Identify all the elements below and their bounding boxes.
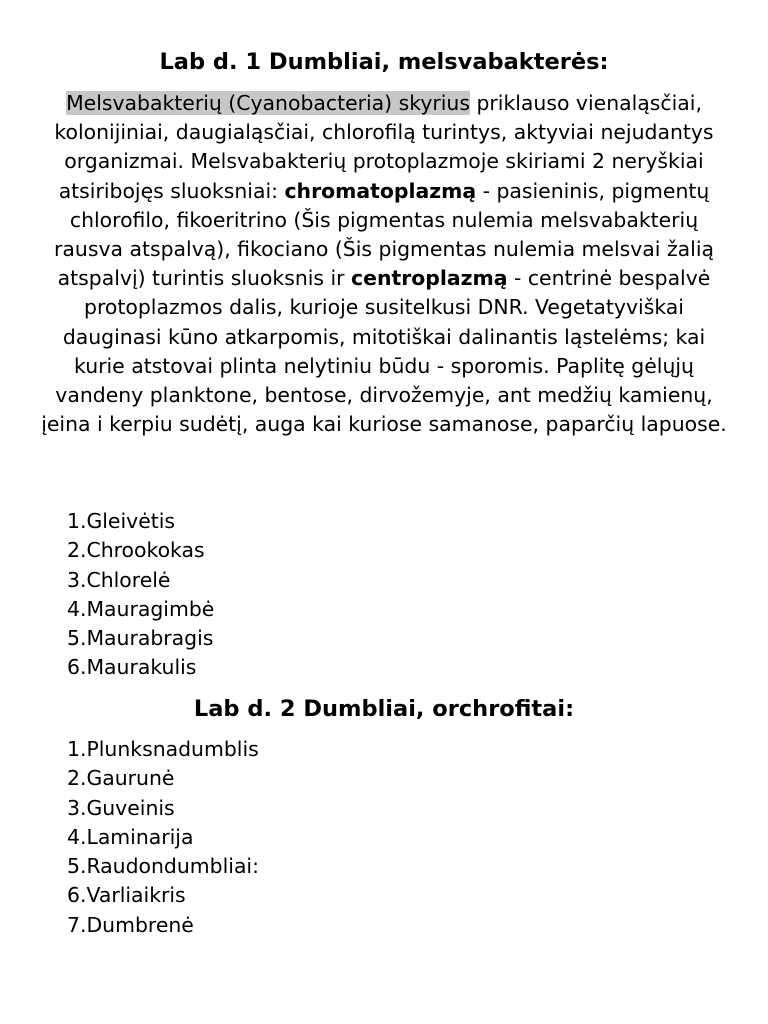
section1-list (67, 507, 214, 683)
section1-title: Lab d. 1 Dumbliai, melsvabakterės: (159, 49, 609, 75)
bold-term-centroplazma: centroplazmą (351, 266, 508, 291)
section1-paragraph (36, 89, 732, 439)
section2-list (67, 735, 259, 940)
list-item: 3.Guveinis (67, 795, 175, 820)
paragraph-text-2: - pasieninis, pigmentų chlorofilo, fikoeritrino (Šis pigmentas nulemia melsvabakterių rausva atspalvą), fikociano (Šis pigmentas nulemia melsvai žalią atspalvį) turintis sluoksnis ir (54, 178, 714, 291)
list-item: 5.Raudondumbliai: (67, 854, 259, 879)
list-item: 2.Gaurunė (67, 766, 175, 791)
list-item: 2.Chrookokas (67, 538, 205, 563)
list-item: 1.Gleivėtis (67, 509, 176, 533)
list-item: 6.Maurakulis (67, 655, 197, 680)
list-item: 5.Maurabragis (67, 626, 214, 651)
list-item: 3.Chlorelė (67, 567, 171, 592)
paragraph-text-1: priklauso vienaląsčiai, kolonijiniai, daugialąsčiai, chlorofilą turintys, aktyviai nejudantys organizmai. Melsvabakterių protoplazmoje skiriami 2 neryškiai atsiribojęs sluoksniai: (54, 91, 714, 203)
list-item: 7.Dumbrenė (67, 912, 194, 937)
list-item: 4.Mauragimbė (67, 596, 215, 621)
list-item: 1.Plunksnadumblis (67, 737, 259, 761)
section2-title: Lab d. 2 Dumbliai, orchrofitai: (193, 696, 575, 722)
bold-term-chromatoplazma: chromatoplazmą (284, 178, 477, 203)
list-item: 4.Laminarija (67, 824, 194, 849)
list-item: 6.Varliaikris (67, 883, 186, 908)
paragraph-text-3: - centrinė bespalvė protoplazmos dalis, kurioje susitelkusi DNR. Vegetatyviškai dauginasi kūno atkarpomis, mitotiškai dalinantis ląstelėms; kai kurie atstovai plinta nelytiniu būdu - sporomis. Paplitę gėlųjų vandeny planktone, bentose, dirvožemyje, ant medžių kamienų, įeina i kerpiu sudėtį, auga kai kuriose samanose, paparčių lapuose. (41, 266, 727, 437)
highlighted-text: Melsvabakterių (Cyanobacteria) skyrius (66, 91, 470, 115)
